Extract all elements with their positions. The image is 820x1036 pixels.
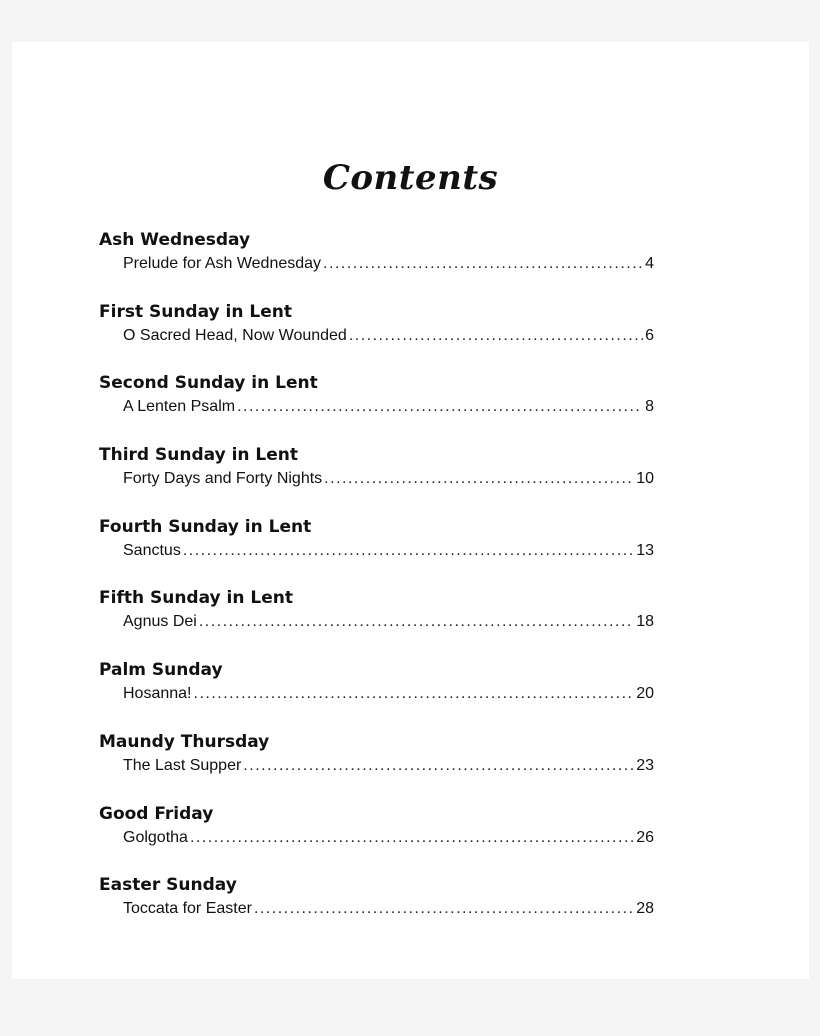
- entry-page-number: 26: [636, 828, 654, 846]
- dot-leader: [349, 324, 643, 348]
- toc-section-good-friday: [99, 802, 654, 874]
- dot-leader: [237, 395, 643, 419]
- toc-entry: [123, 682, 654, 706]
- toc-entry: [123, 826, 654, 850]
- entry-page-number: 23: [636, 756, 654, 774]
- entry-title: O Sacred Head, Now Wounded: [123, 326, 347, 344]
- dot-leader: [243, 754, 634, 778]
- section-heading: Maundy Thursday: [99, 731, 270, 752]
- entry-page-number: 28: [636, 900, 654, 918]
- dot-leader: [183, 539, 634, 563]
- section-heading: First Sunday in Lent: [99, 301, 292, 322]
- toc-entry: [123, 324, 654, 348]
- toc-section-fourth-sunday: [99, 515, 654, 587]
- toc-entry: [123, 252, 654, 276]
- entry-title: Sanctus: [123, 541, 181, 559]
- entry-page-number: 8: [645, 398, 654, 416]
- section-heading: Ash Wednesday: [99, 230, 251, 250]
- entry-title: Forty Days and Forty Nights: [123, 470, 323, 488]
- entry-page-number: 10: [636, 470, 654, 488]
- dot-leader: [324, 467, 634, 491]
- dot-leader: [199, 610, 634, 634]
- toc-section-third-sunday: [99, 443, 654, 515]
- table-of-contents: [99, 228, 654, 945]
- entry-page-number: 6: [645, 326, 654, 344]
- toc-entry: [123, 897, 654, 921]
- toc-entry: [123, 610, 654, 634]
- entry-title: Prelude for Ash Wednesday: [123, 255, 322, 272]
- toc-section-fifth-sunday: [99, 586, 654, 658]
- toc-section-second-sunday: [99, 371, 654, 443]
- entry-title: The Last Supper: [123, 756, 242, 774]
- section-heading: Fifth Sunday in Lent: [99, 588, 293, 609]
- toc-section-maundy-thursday: [99, 730, 654, 802]
- section-heading: Third Sunday in Lent: [99, 445, 299, 466]
- entry-title: Golgotha: [123, 828, 188, 846]
- toc-section-ash-wednesday: [99, 228, 654, 300]
- entry-title: Hosanna!: [123, 685, 192, 703]
- document-page: [12, 42, 809, 979]
- entry-page-number: 20: [636, 685, 654, 703]
- dot-leader: [254, 897, 634, 921]
- toc-section-easter-sunday: [99, 873, 654, 945]
- page-title: Contents: [322, 158, 499, 198]
- section-heading: Second Sunday in Lent: [99, 373, 318, 394]
- section-heading: Good Friday: [99, 803, 214, 824]
- entry-title: Toccata for Easter: [123, 900, 252, 918]
- section-heading: Easter Sunday: [99, 875, 237, 896]
- section-heading: Fourth Sunday in Lent: [99, 516, 312, 537]
- entry-page-number: 18: [636, 613, 654, 631]
- dot-leader: [190, 826, 634, 850]
- toc-entry: [123, 754, 654, 778]
- toc-entry: [123, 467, 654, 491]
- entry-page-number: 13: [636, 541, 654, 559]
- toc-section-palm-sunday: [99, 658, 654, 730]
- section-heading: Palm Sunday: [99, 660, 223, 681]
- entry-page-number: 4: [645, 255, 654, 272]
- dot-leader: [194, 682, 635, 706]
- toc-entry: [123, 395, 654, 419]
- entry-title: A Lenten Psalm: [123, 398, 236, 416]
- entry-title: Agnus Dei: [123, 613, 197, 631]
- toc-section-first-sunday: [99, 300, 654, 372]
- toc-entry: [123, 539, 654, 563]
- dot-leader: [323, 252, 643, 276]
